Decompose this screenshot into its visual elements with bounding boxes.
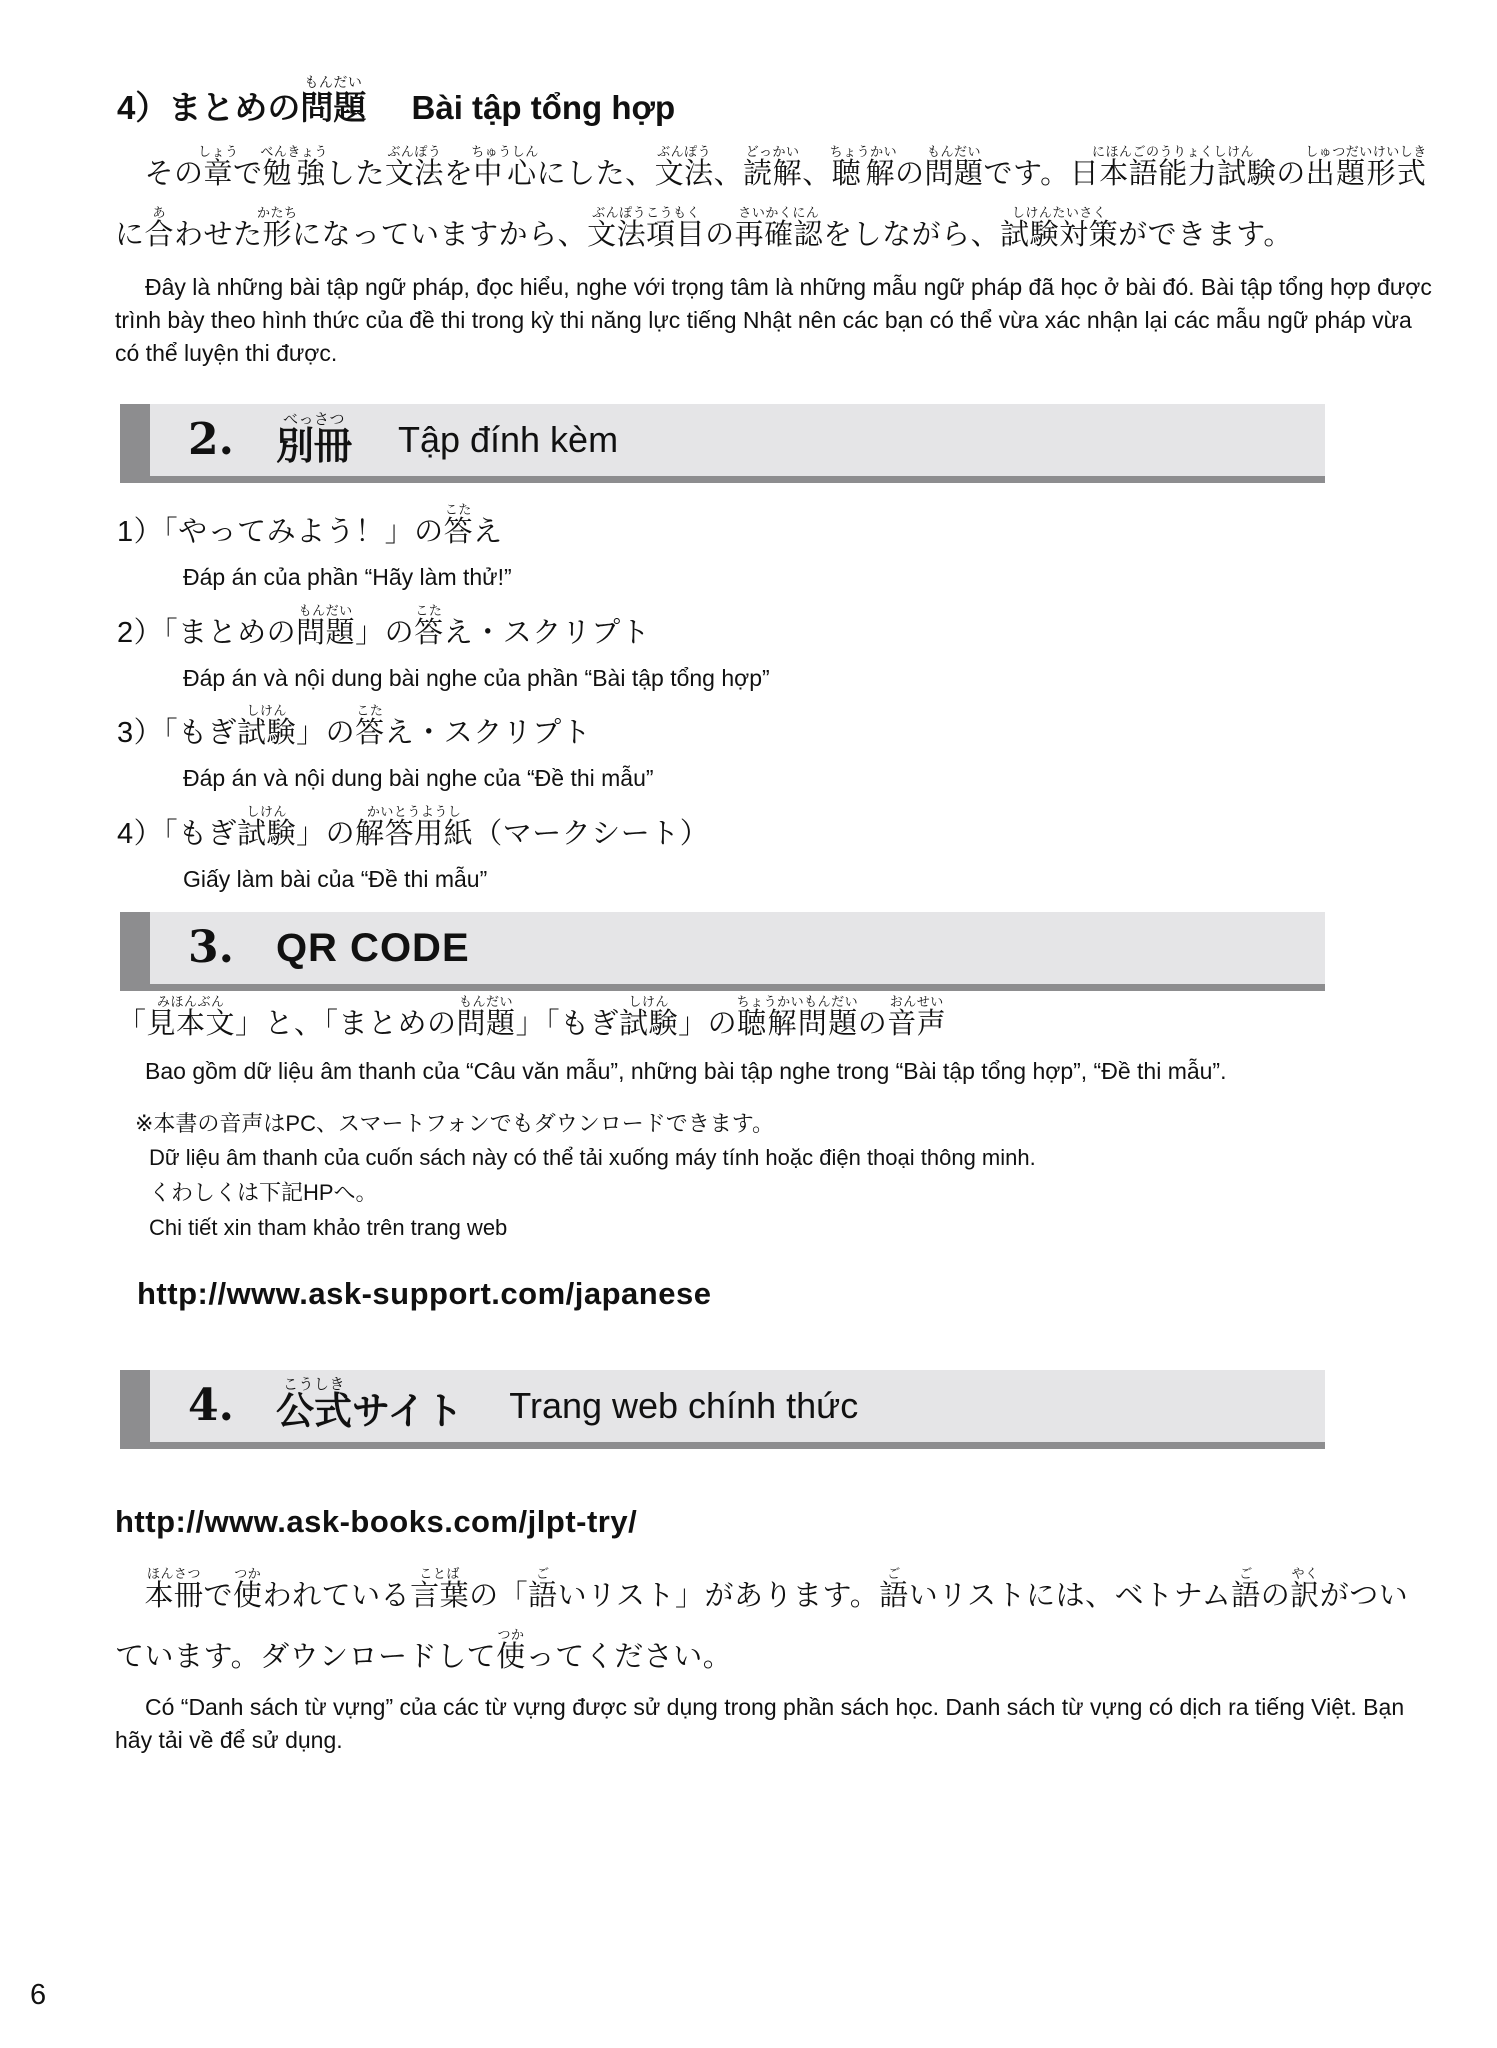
section-2-title-jp: 別冊べっさつ xyxy=(275,410,352,468)
list-item-2-jp: 2）「まとめの問題もんだい」の答こたえ・スクリプト xyxy=(117,602,651,649)
intro-paragraph-vi: Đây là những bài tập ngữ pháp, đọc hiểu, nghe với trọng tâm là những mẫu ngữ pháp đã học ở bài đó. Bài tập tổng hợp được trình bày theo hình thức của đề thi trong kỳ thi năng lực tiếng Nhật nên các bạn có thể vừa xác nhận lại các mẫu ngữ pháp vừa có thể luyện thi được. xyxy=(115,273,1432,366)
intro-paragraph-jp: その章しょうで勉強べんきょうした文法ぶんぽうを中心ちゅうしんにした、文法ぶんぽう、読解どっかい、聴解ちょうかいの問題もんだいです。日本語能力試験にほんごのうりょくしけんの出題形式しゅつだいけいしきに合あわせた形かたちになっていますから、文法項目ぶんぽうこうもくの再確認さいかくにんをしながら、試験対策しけんたいさくができます。 xyxy=(115,143,1427,252)
section-2-accent-tab xyxy=(120,404,150,483)
note-line-jp-2: くわしくは下記HPへ。 xyxy=(149,1180,378,1206)
section-3-header xyxy=(120,912,1325,984)
list-item-3-jp: 3）「もぎ試験しけん」の答こたえ・スクリプト xyxy=(117,703,592,750)
section-2-title-vi: Tập đính kèm xyxy=(397,418,619,460)
section-2-number: 2. xyxy=(188,413,234,465)
section-2-band xyxy=(150,404,1325,476)
section-3-title: QR CODE xyxy=(275,925,470,970)
wordlist-paragraph-jp: 本冊ほんさつで使つかわれている言葉ことばの「語ごいリスト」があります。語ごいリストには、ベトナム語ごの訳やくがついています。ダウンロードして使つかってください。 xyxy=(115,1565,1409,1674)
list-item-2 xyxy=(117,603,1435,696)
section-4-title-vi: Trang web chính thức xyxy=(509,1384,859,1426)
wordlist-paragraph-vi: Có “Danh sách từ vựng” của các từ vựng được sử dụng trong phần sách học. Danh sách từ vựng có dịch ra tiếng Việt. Bạn hãy tải về để sử dụng. xyxy=(115,1693,1405,1753)
section-3-number: 3. xyxy=(188,922,234,974)
official-site-url: http://www.ask-books.com/jlpt-try/ xyxy=(115,1503,638,1539)
list-item-1-jp: 1）「やってみよう！」の答こたえ xyxy=(117,501,503,548)
section-3-band xyxy=(150,912,1325,984)
download-note xyxy=(135,1107,1435,1246)
section-4-band xyxy=(150,1370,1325,1442)
support-site-url: http://www.ask-support.com/japanese xyxy=(137,1275,712,1311)
page-title xyxy=(117,74,1435,140)
page-title-jp: 4）まとめの問題もんだい xyxy=(117,74,367,126)
section-4-title-jp: 公式こうしきサイト xyxy=(275,1376,464,1434)
list-item-1-vi: Đáp án của phần “Hãy làm thử!” xyxy=(183,564,512,591)
note-line-jp-1: ※本書の音声はPC、スマートフォンでもダウンロードできます。 xyxy=(135,1110,775,1136)
section-4-number: 4. xyxy=(188,1379,234,1431)
list-item-4-jp: 4）「もぎ試験しけん」の解答用紙かいとうようし（マークシート） xyxy=(117,803,710,850)
section-4-header xyxy=(120,1370,1325,1442)
list-item-3-vi: Đáp án và nội dung bài nghe của “Đề thi mẫu” xyxy=(183,765,654,792)
list-item-1 xyxy=(117,502,1435,595)
list-item-3 xyxy=(117,703,1435,796)
note-line-vi-2: Chi tiết xin tham khảo trên trang web xyxy=(149,1214,508,1240)
list-item-2-vi: Đáp án và nội dung bài nghe của phần “Bài tập tổng hợp” xyxy=(183,664,770,691)
appendix-list xyxy=(117,502,1435,896)
audio-description-vi: Bao gồm dữ liệu âm thanh của “Câu văn mẫu”, những bài tập nghe trong “Bài tập tổng hợp”, “Đề thi mẫu”. xyxy=(145,1058,1227,1085)
audio-description-jp: 「見本文みほんぶん」と、「まとめの問題もんだい」「もぎ試験しけん」の聴解問題ちょうかいもんだいの音声おんせい xyxy=(117,994,947,1041)
section-4-accent-tab xyxy=(120,1370,150,1449)
section-2-header xyxy=(120,404,1325,476)
page-title-vi: Bài tập tổng hợp xyxy=(411,89,676,126)
page-number: 6 xyxy=(30,1979,47,2011)
section-3-accent-tab xyxy=(120,912,150,991)
list-item-4-vi: Giấy làm bài của “Đề thi mẫu” xyxy=(183,865,488,892)
note-line-vi-1: Dữ liệu âm thanh của cuốn sách này có thể tải xuống máy tính hoặc điện thoại thông minh. xyxy=(149,1145,1036,1171)
list-item-4 xyxy=(117,804,1435,897)
